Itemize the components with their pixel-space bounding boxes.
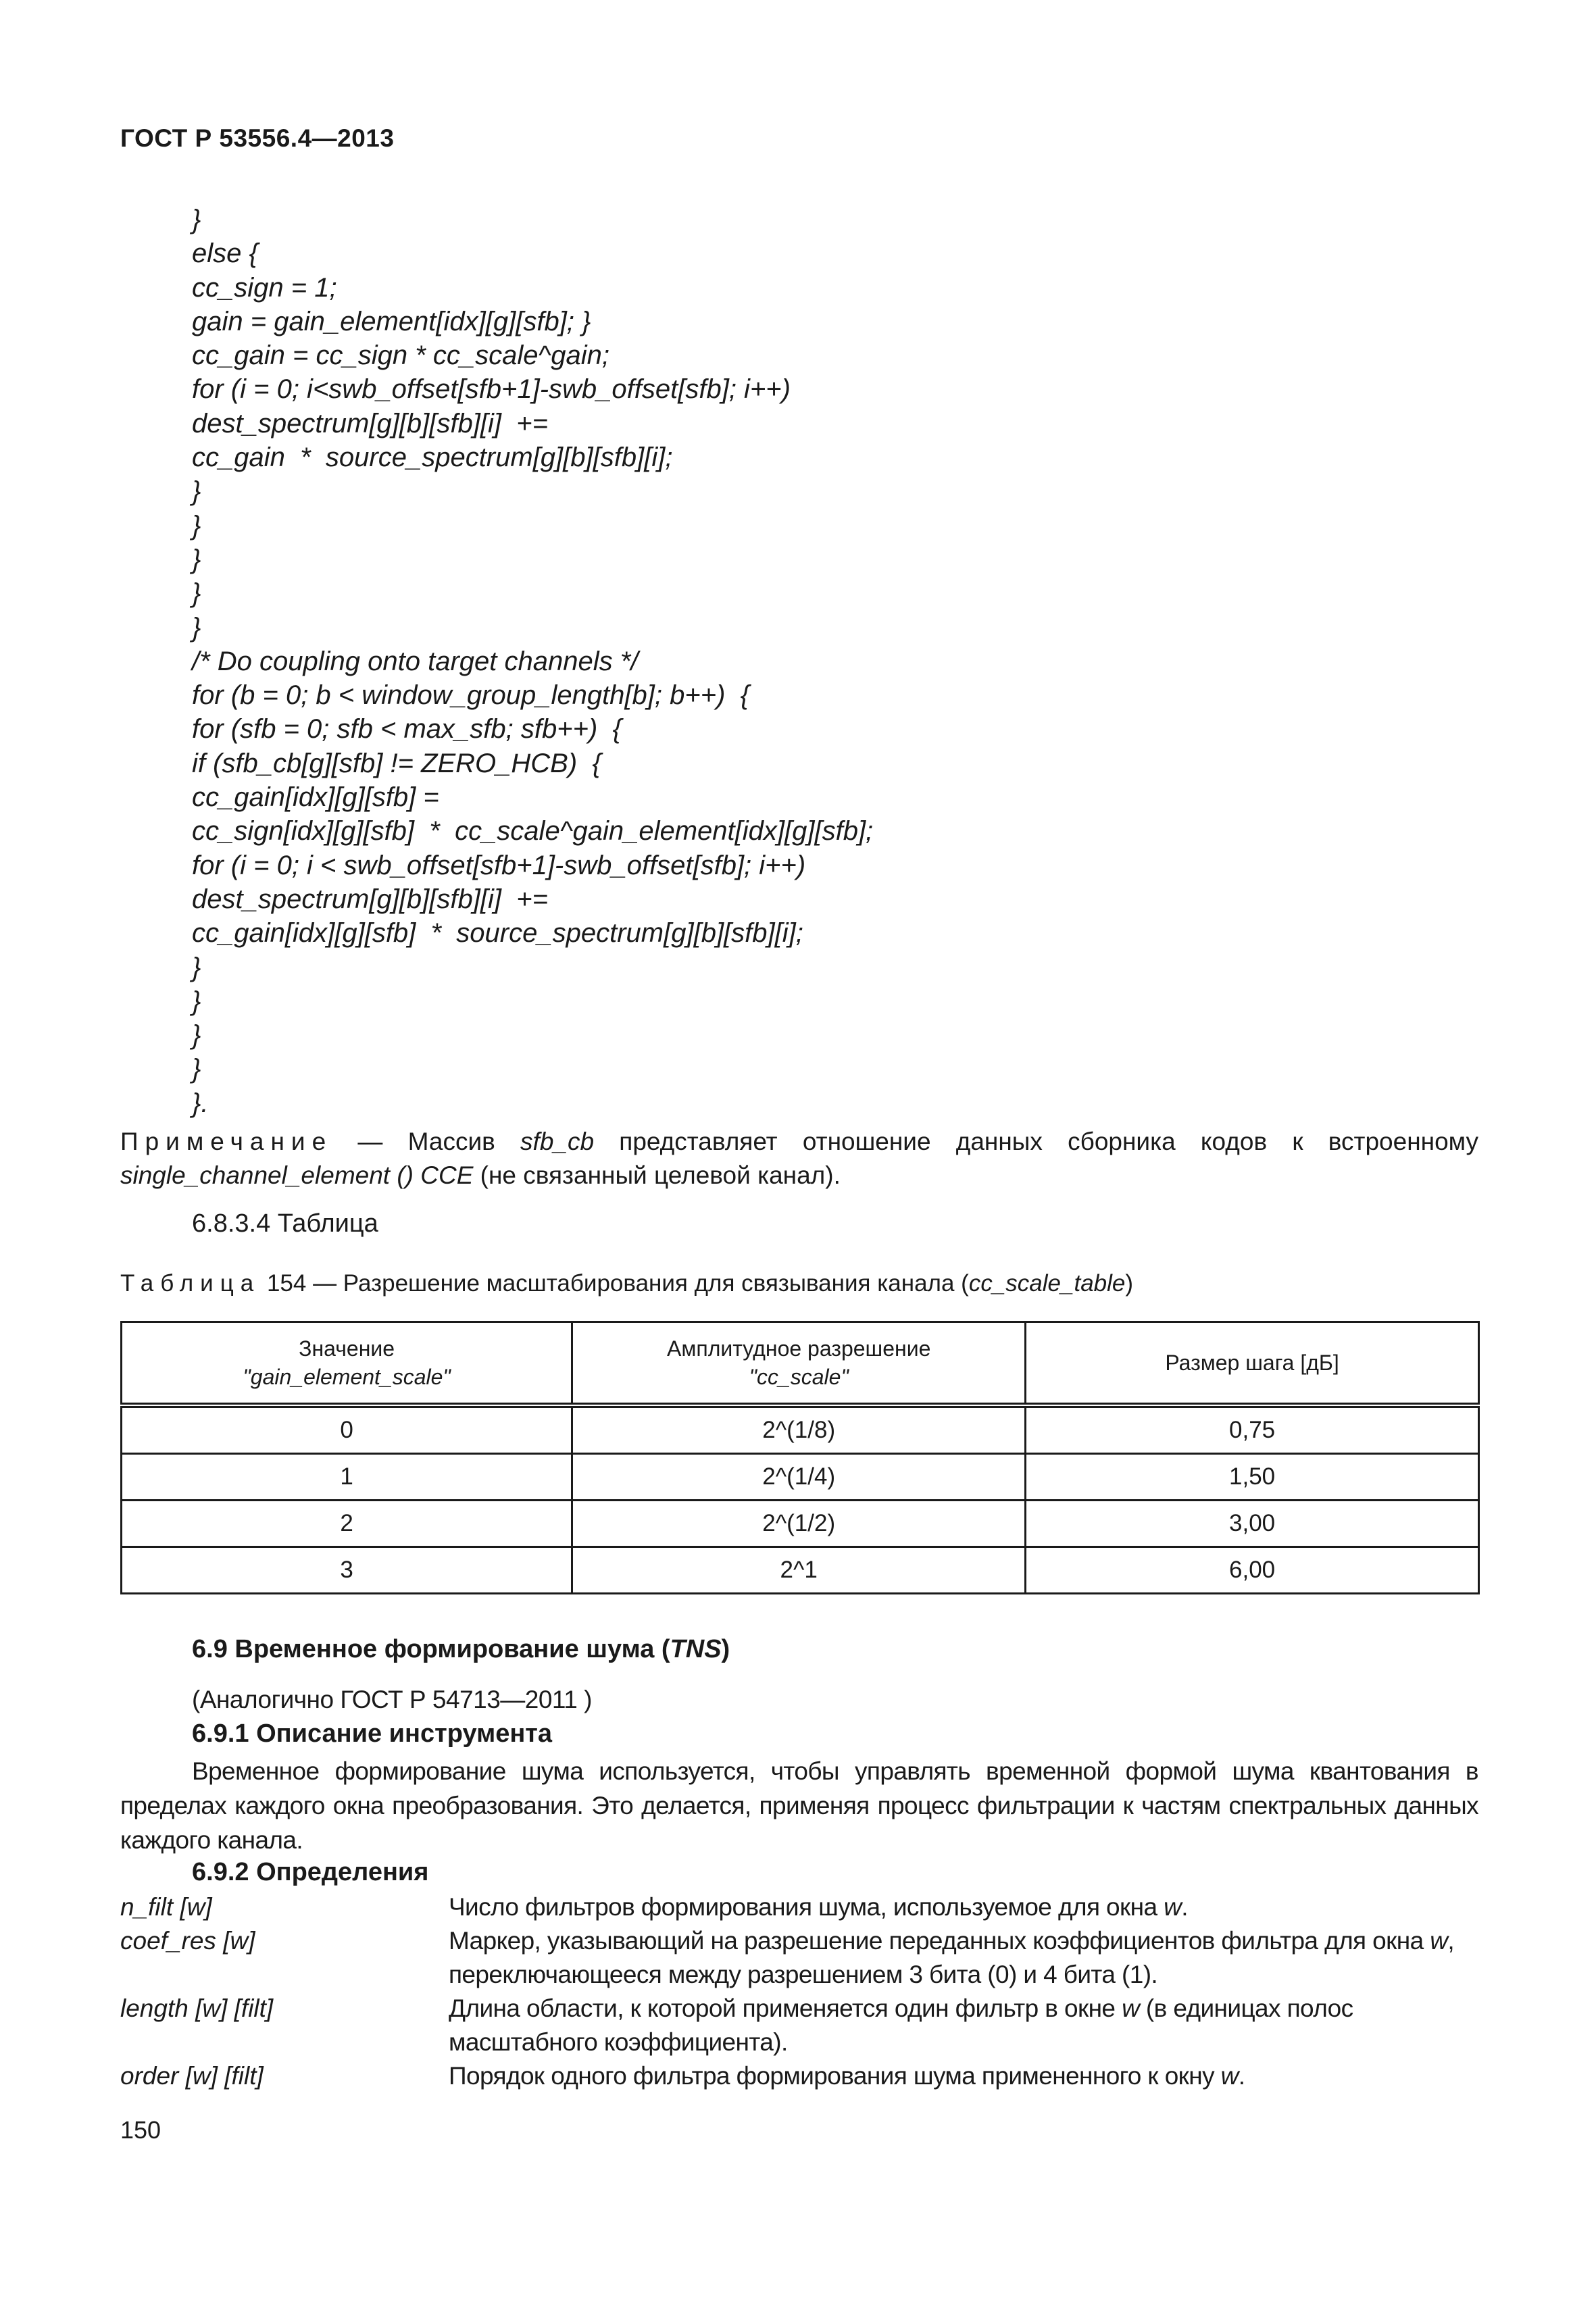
- code-line: cc_sign[idx][g][sfb] * cc_scale^gain_element[idx][g][sfb];: [192, 816, 874, 847]
- definition-term: coef_res [w]: [120, 1927, 255, 1955]
- definition-term: order [w] [filt]: [120, 2062, 264, 2090]
- note-dash: — Массив: [332, 1128, 521, 1155]
- note-paragraph: [120, 1125, 1478, 1192]
- code-line: dest_spectrum[g][b][sfb][i] +=: [192, 884, 548, 914]
- note-text1: представляет отношение данных сборника кодов к встроенному: [594, 1128, 1478, 1155]
- code-line: cc_gain[idx][g][sfb] =: [192, 782, 439, 813]
- table-cell: 2^(1/4): [572, 1454, 1026, 1501]
- code-line: }: [192, 510, 201, 540]
- definition-desc: Маркер, указывающий на разрешение переданных коэффициентов фильтра для окна w, переключающееся между разрешением 3 бита (0) и 4 бита (1).: [449, 1927, 1455, 1988]
- table-header-cell: [122, 1322, 572, 1406]
- table-cell: 0,75: [1026, 1405, 1479, 1454]
- code-line: cc_gain = cc_sign * cc_scale^gain;: [192, 341, 610, 371]
- table-caption: [120, 1270, 1133, 1297]
- definition-desc: Число фильтров формирования шума, используемое для окна w.: [449, 1893, 1188, 1921]
- code-line: }.: [192, 1088, 209, 1118]
- code-line: else {: [192, 238, 258, 269]
- table-row: [122, 1454, 1479, 1501]
- analog-reference: (Аналогично ГОСТ Р 54713—2011 ): [192, 1686, 592, 1713]
- code-line: if (sfb_cb[g][sfb] != ZERO_HCB) {: [192, 748, 601, 778]
- code-line: for (i = 0; i<swb_offset[sfb+1]-swb_offset[sfb]; i++): [192, 374, 791, 405]
- header-line: "cc_scale": [749, 1365, 849, 1389]
- definitions-list: [120, 1890, 1480, 2093]
- header-line: Амплитудное разрешение: [667, 1336, 931, 1361]
- table-cell: 6,00: [1026, 1547, 1479, 1594]
- table-cell: 0: [122, 1405, 572, 1454]
- scale-table: [120, 1321, 1480, 1594]
- code-line: cc_gain * source_spectrum[g][b][sfb][i];: [192, 443, 673, 473]
- code-line: }: [192, 544, 201, 574]
- note-var1: sfb_cb: [520, 1128, 595, 1155]
- code-line: }: [192, 578, 201, 609]
- section-6-9-text: 6.9 Временное формирование шума (: [192, 1635, 670, 1663]
- table-header-cell: [572, 1322, 1026, 1406]
- section-title-6-9-1: 6.9.1 Описание инструмента: [192, 1719, 553, 1748]
- section-title-6-9-2: 6.9.2 Определения: [192, 1858, 429, 1886]
- definition-item: [120, 1924, 1480, 1992]
- code-line: }: [192, 1020, 201, 1051]
- table-cell: 1,50: [1026, 1454, 1479, 1501]
- definition-term: length [w] [filt]: [120, 1994, 274, 2022]
- header-line: "gain_element_scale": [243, 1365, 451, 1389]
- page-number: 150: [120, 2116, 161, 2144]
- definition-item: [120, 1890, 1480, 1924]
- code-line: /* Do coupling onto target channels */: [192, 646, 639, 676]
- code-line: cc_gain[idx][g][sfb] * source_spectrum[g][b][sfb][i];: [192, 918, 803, 949]
- section-title-6-9: [192, 1635, 730, 1664]
- note-label: Примечание: [120, 1128, 333, 1155]
- code-line: }: [192, 986, 201, 1016]
- table-cell: 1: [122, 1454, 572, 1501]
- code-line: for (b = 0; b < window_group_length[b]; b++) {: [192, 680, 749, 711]
- table-cell: 2^(1/2): [572, 1501, 1026, 1547]
- code-line: gain = gain_element[idx][g][sfb]; }: [192, 306, 591, 336]
- table-cell: 2^(1/8): [572, 1405, 1026, 1454]
- table-row: [122, 1501, 1479, 1547]
- table-row: [122, 1405, 1479, 1454]
- header-line: Значение: [299, 1336, 395, 1361]
- table-caption-label: Таблица: [120, 1270, 261, 1297]
- definition-desc: Длина области, к которой применяется один фильтр в окне w (в единицах полос масштабного коэффициента).: [449, 1994, 1353, 2056]
- code-line: for (i = 0; i < swb_offset[sfb+1]-swb_offset[sfb]; i++): [192, 850, 806, 880]
- definition-item: [120, 1992, 1480, 2059]
- code-line: }: [192, 952, 201, 982]
- code-line: }: [192, 1054, 201, 1084]
- code-line: dest_spectrum[g][b][sfb][i] +=: [192, 408, 548, 438]
- code-line: }: [192, 205, 201, 234]
- code-line: for (sfb = 0; sfb < max_sfb; sfb++) {: [192, 714, 622, 745]
- code-block: [192, 203, 873, 1120]
- table-caption-text: 154 — Разрешение масштабирования для связывания канала (: [260, 1270, 969, 1297]
- header-line: Размер шага [дБ]: [1165, 1351, 1339, 1375]
- table-header-cell: [1026, 1322, 1479, 1406]
- table-cell: 2: [122, 1501, 572, 1547]
- code-line: cc_sign = 1;: [192, 272, 337, 303]
- table-cell: 3: [122, 1547, 572, 1594]
- note-text2: (не связанный целевой канал).: [473, 1161, 841, 1189]
- definition-term: n_filt [w]: [120, 1893, 212, 1921]
- table-caption-close: ): [1125, 1270, 1134, 1297]
- document-header: ГОСТ Р 53556.4—2013: [120, 124, 395, 152]
- table-caption-var: cc_scale_table: [968, 1270, 1126, 1297]
- table-cell: 2^1: [572, 1547, 1026, 1594]
- definition-item: [120, 2059, 1480, 2093]
- code-line: }: [192, 476, 201, 507]
- description-paragraph: Временное формирование шума используется, чтобы управлять временной формой шума квантования в пределах каждого окна преобразования. Это делается, применяя процесс фильтрации к частям спектральных данных каждого канала.: [120, 1757, 1478, 1854]
- note-var2: single_channel_element () CCE: [120, 1161, 474, 1189]
- section-6-9-abbr: TNS: [670, 1635, 722, 1663]
- table-header-row: [122, 1322, 1479, 1406]
- definition-desc: Порядок одного фильтра формирования шума примененного к окну w.: [449, 2062, 1245, 2090]
- section-6-9-close: ): [721, 1635, 730, 1663]
- table-cell: 3,00: [1026, 1501, 1479, 1547]
- subsection-title: 6.8.3.4 Таблица: [192, 1209, 378, 1238]
- table-row: [122, 1547, 1479, 1594]
- code-line: }: [192, 612, 201, 643]
